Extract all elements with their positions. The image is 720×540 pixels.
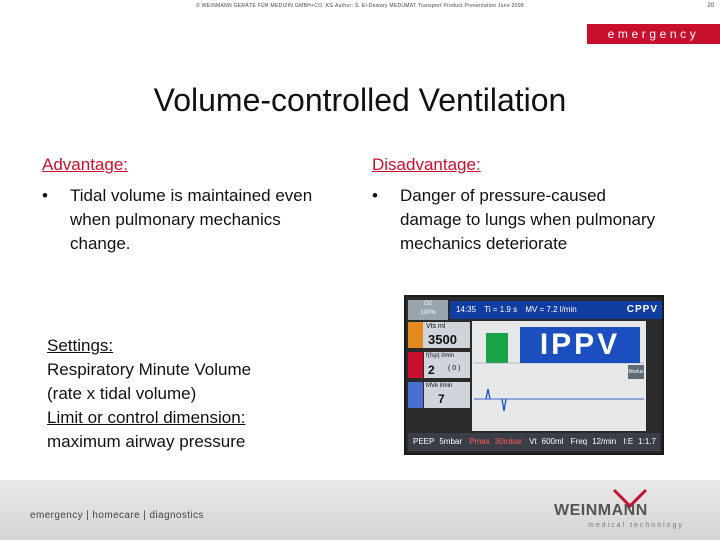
modus-button: Modus	[628, 365, 644, 379]
disadvantage-list	[372, 184, 672, 256]
o2-indicator	[408, 300, 448, 320]
peep-label: PEEP	[413, 437, 435, 446]
device-ti: Ti = 1.9 s	[484, 305, 518, 314]
freq-set-value: 12/min	[592, 437, 617, 446]
pressure-waveform	[486, 333, 508, 363]
disadvantage-bullet: • Danger of pressure-caused damage to lungs when pulmonary mechanics deteriorate	[372, 184, 672, 256]
peep-value: 5mbar	[439, 437, 463, 446]
emergency-badge: emergency	[587, 24, 720, 44]
weinmann-logo	[548, 488, 698, 530]
mode-badge: CPPV	[626, 304, 658, 315]
settings-heading: Settings:	[47, 336, 114, 355]
device-settings-bar	[408, 433, 660, 451]
pmax-value: 30mbar	[494, 437, 522, 446]
header-copyright: © WEINMANN GERÄTE FÜR MEDIZIN GMBH+CO. KG Author: S. El-Dewary MEDUMAT Transport Product Presentation June 2008	[196, 3, 524, 9]
mode-display: IPPV	[520, 327, 640, 363]
flow-waveform	[486, 389, 506, 411]
freq-value: 2	[428, 363, 435, 377]
settings-line: (rate x tidal volume)	[47, 384, 197, 403]
device-mv: MV = 7.2 l/min	[525, 305, 577, 314]
o2-label: O2	[423, 301, 432, 307]
freq-sub: ( 0 )	[448, 365, 461, 372]
waveform-panel	[472, 321, 646, 431]
logo-word: WEINMANN	[554, 502, 648, 519]
vt-value: 3500	[428, 332, 457, 347]
slide-title: Volume-controlled Ventilation	[153, 82, 567, 118]
pmax-label: Pmax	[469, 437, 490, 446]
settings-line: maximum airway pressure	[47, 432, 246, 451]
vt-label: Vts ml	[426, 323, 446, 330]
mv-label: MVe l/min	[426, 383, 453, 389]
adult-icon	[408, 352, 423, 378]
mv-readout	[424, 382, 470, 408]
patient-icon	[408, 382, 423, 408]
device-status-bar	[450, 301, 662, 319]
limit-heading: Limit or control dimension:	[47, 408, 246, 427]
child-icon	[408, 322, 423, 348]
advantage-list	[42, 184, 332, 256]
advantage-bullet: • Tidal volume is maintained even when pulmonary mechanics change.	[42, 184, 332, 256]
advantage-heading: Advantage:	[42, 155, 129, 174]
footer-tagline: emergency | homecare | diagnostics	[30, 510, 204, 521]
freq-readout	[424, 352, 470, 378]
ie-label: I:E	[623, 437, 634, 446]
page-number: 20	[707, 3, 714, 9]
freq-label: f(fsp) l/min	[426, 353, 455, 359]
device-time: 14:35	[456, 305, 477, 314]
settings-line: Respiratory Minute Volume	[47, 360, 252, 379]
o2-value: 100%	[420, 310, 436, 316]
vt-set-label: Vt	[529, 437, 537, 446]
settings-block	[47, 334, 307, 454]
freq-set-label: Freq	[570, 437, 588, 446]
ie-value: 1:1.7	[638, 437, 656, 446]
disadvantage-heading: Disadvantage:	[372, 155, 481, 174]
logo-sub: medical technology	[588, 522, 684, 529]
vt-set-value: 600ml	[541, 437, 564, 446]
ventilator-screen-photo	[404, 295, 664, 455]
mv-value: 7	[438, 392, 445, 406]
